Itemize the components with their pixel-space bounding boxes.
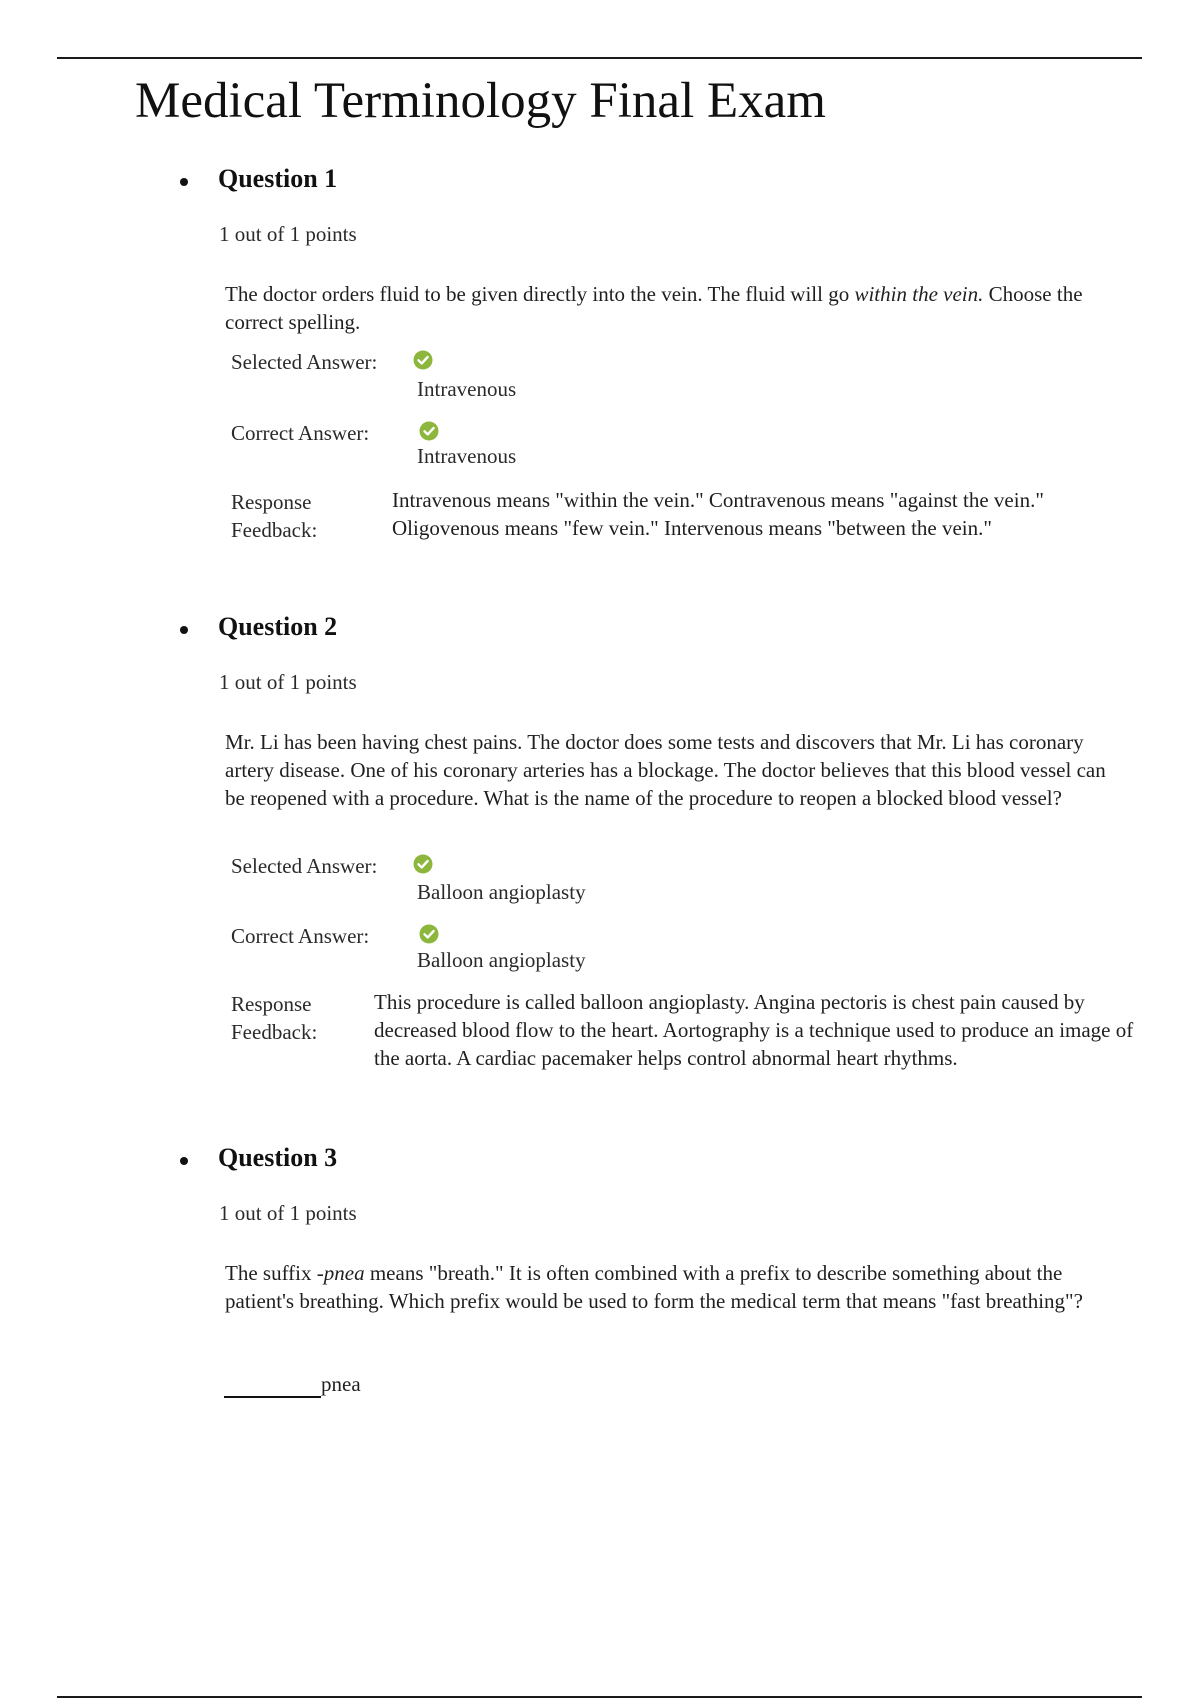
answer-blank bbox=[224, 1396, 321, 1398]
response-feedback-text: Intravenous means "within the vein." Contravenous means "against the vein." Oligovenous means "few vein." Intervenous means "between the vein." bbox=[392, 488, 1044, 540]
question-text: The doctor orders fluid to be given directly into the vein. The fluid will go within the vein. Choose the correct spelling. bbox=[225, 282, 1083, 334]
question-points: 1 out of 1 points bbox=[219, 670, 357, 694]
question-heading: Question 3 bbox=[218, 1143, 338, 1172]
check-circle-icon bbox=[413, 854, 433, 874]
selected-answer-value: Balloon angioplasty bbox=[417, 880, 586, 904]
check-circle-icon bbox=[419, 924, 439, 944]
correct-answer-value: Balloon angioplasty bbox=[417, 948, 586, 972]
bottom-rule bbox=[57, 1696, 1142, 1698]
correct-answer-label: Correct Answer: bbox=[231, 924, 370, 948]
top-rule bbox=[57, 57, 1142, 59]
bullet-icon bbox=[180, 1157, 188, 1165]
question-points: 1 out of 1 points bbox=[219, 222, 357, 246]
blank-suffix: pnea bbox=[321, 1372, 361, 1396]
correct-answer-label: Correct Answer: bbox=[231, 421, 370, 445]
question-points: 1 out of 1 points bbox=[219, 1201, 357, 1225]
check-circle-icon bbox=[419, 421, 439, 441]
bullet-icon bbox=[180, 626, 188, 634]
response-feedback-label: Response Feedback: bbox=[231, 490, 318, 542]
question-heading: Question 2 bbox=[218, 612, 338, 641]
correct-answer-value: Intravenous bbox=[417, 444, 517, 468]
bullet-icon bbox=[180, 178, 188, 186]
response-feedback-label: Response Feedback: bbox=[231, 992, 318, 1044]
check-circle-icon bbox=[413, 350, 433, 370]
question-heading: Question 1 bbox=[218, 164, 338, 193]
response-feedback-text: This procedure is called balloon angioplasty. Angina pectoris is chest pain caused by decreased blood flow to the heart. Aortography is a technique used to produce an image of the aorta. A cardiac pacemaker helps control abnormal heart rhythms. bbox=[374, 990, 1134, 1070]
page-title: Medical Terminology Final Exam bbox=[135, 73, 826, 129]
selected-answer-label: Selected Answer: bbox=[231, 854, 378, 878]
question-text: Mr. Li has been having chest pains. The doctor does some tests and discovers that Mr. Li has coronary artery disease. One of his coronary arteries has a blockage. The doctor believes that this blood vessel can be reopened with a procedure. What is the name of the procedure to reopen a blocked blood vessel? bbox=[225, 730, 1106, 810]
selected-answer-label: Selected Answer: bbox=[231, 350, 378, 374]
question-text: The suffix -pnea means "breath." It is often combined with a prefix to describe something about the patient's breathing. Which prefix would be used to form the medical term that means "fast breathing"? bbox=[225, 1261, 1083, 1313]
selected-answer-value: Intravenous bbox=[417, 377, 517, 401]
